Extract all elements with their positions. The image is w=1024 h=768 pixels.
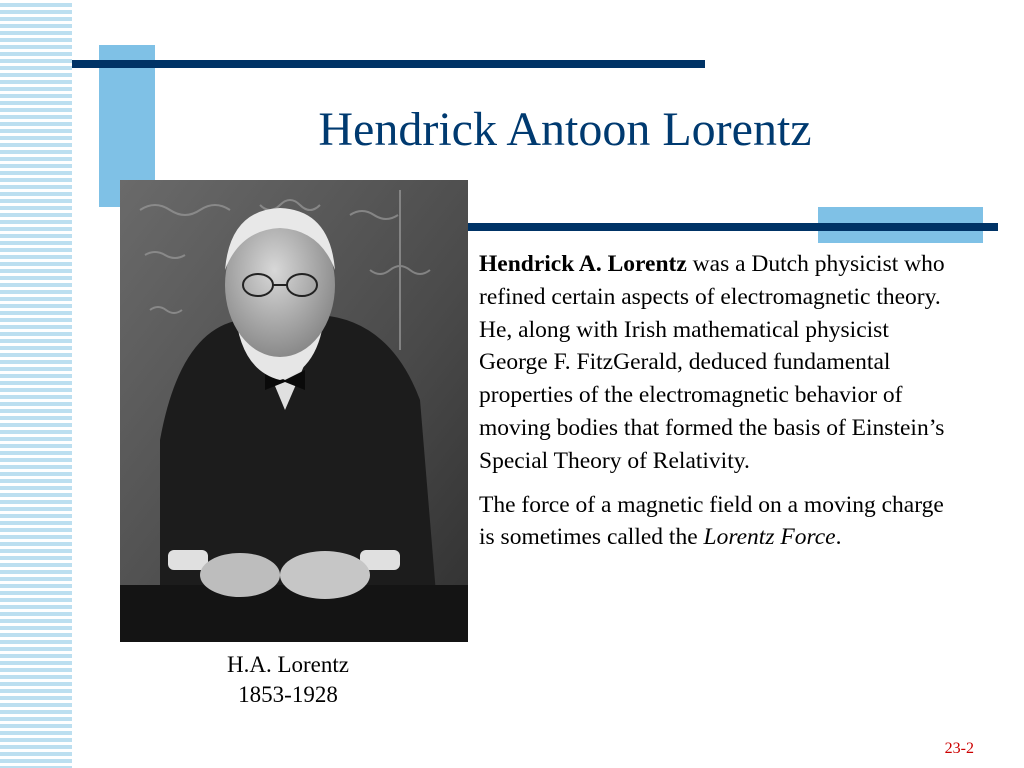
force-text: The force of a magnetic field on a moving charge is sometimes called the xyxy=(479,491,944,551)
caption-dates: 1853-1928 xyxy=(238,682,338,707)
photo-caption xyxy=(188,650,388,710)
paragraph-2 xyxy=(479,489,949,555)
slide-number: 23-2 xyxy=(944,740,974,757)
lorentz-force-term: Lorentz Force xyxy=(703,524,836,551)
decorative-stripes xyxy=(0,0,72,768)
portrait-photo xyxy=(120,180,468,642)
force-text-end: . xyxy=(835,524,842,551)
accent-line-right xyxy=(468,223,998,231)
bio-name: Hendrick A. Lorentz xyxy=(479,251,687,277)
bio-text: was a Dutch physicist who refined certain aspects of electromagnetic theory. He, along with Irish mathematical physicist George F. FitzGerald, deduced fundamental properties of the electromagnetic behavior of moving bodies that formed the basis of Einstein’s Special Theory of Relativity. xyxy=(479,251,945,474)
body-text xyxy=(479,248,949,565)
portrait-image xyxy=(120,180,468,642)
page-title: Hendrick Antoon Lorentz xyxy=(318,103,812,156)
accent-line-top xyxy=(72,60,705,68)
caption-name: H.A. Lorentz xyxy=(227,652,349,677)
paragraph-1 xyxy=(479,248,949,478)
